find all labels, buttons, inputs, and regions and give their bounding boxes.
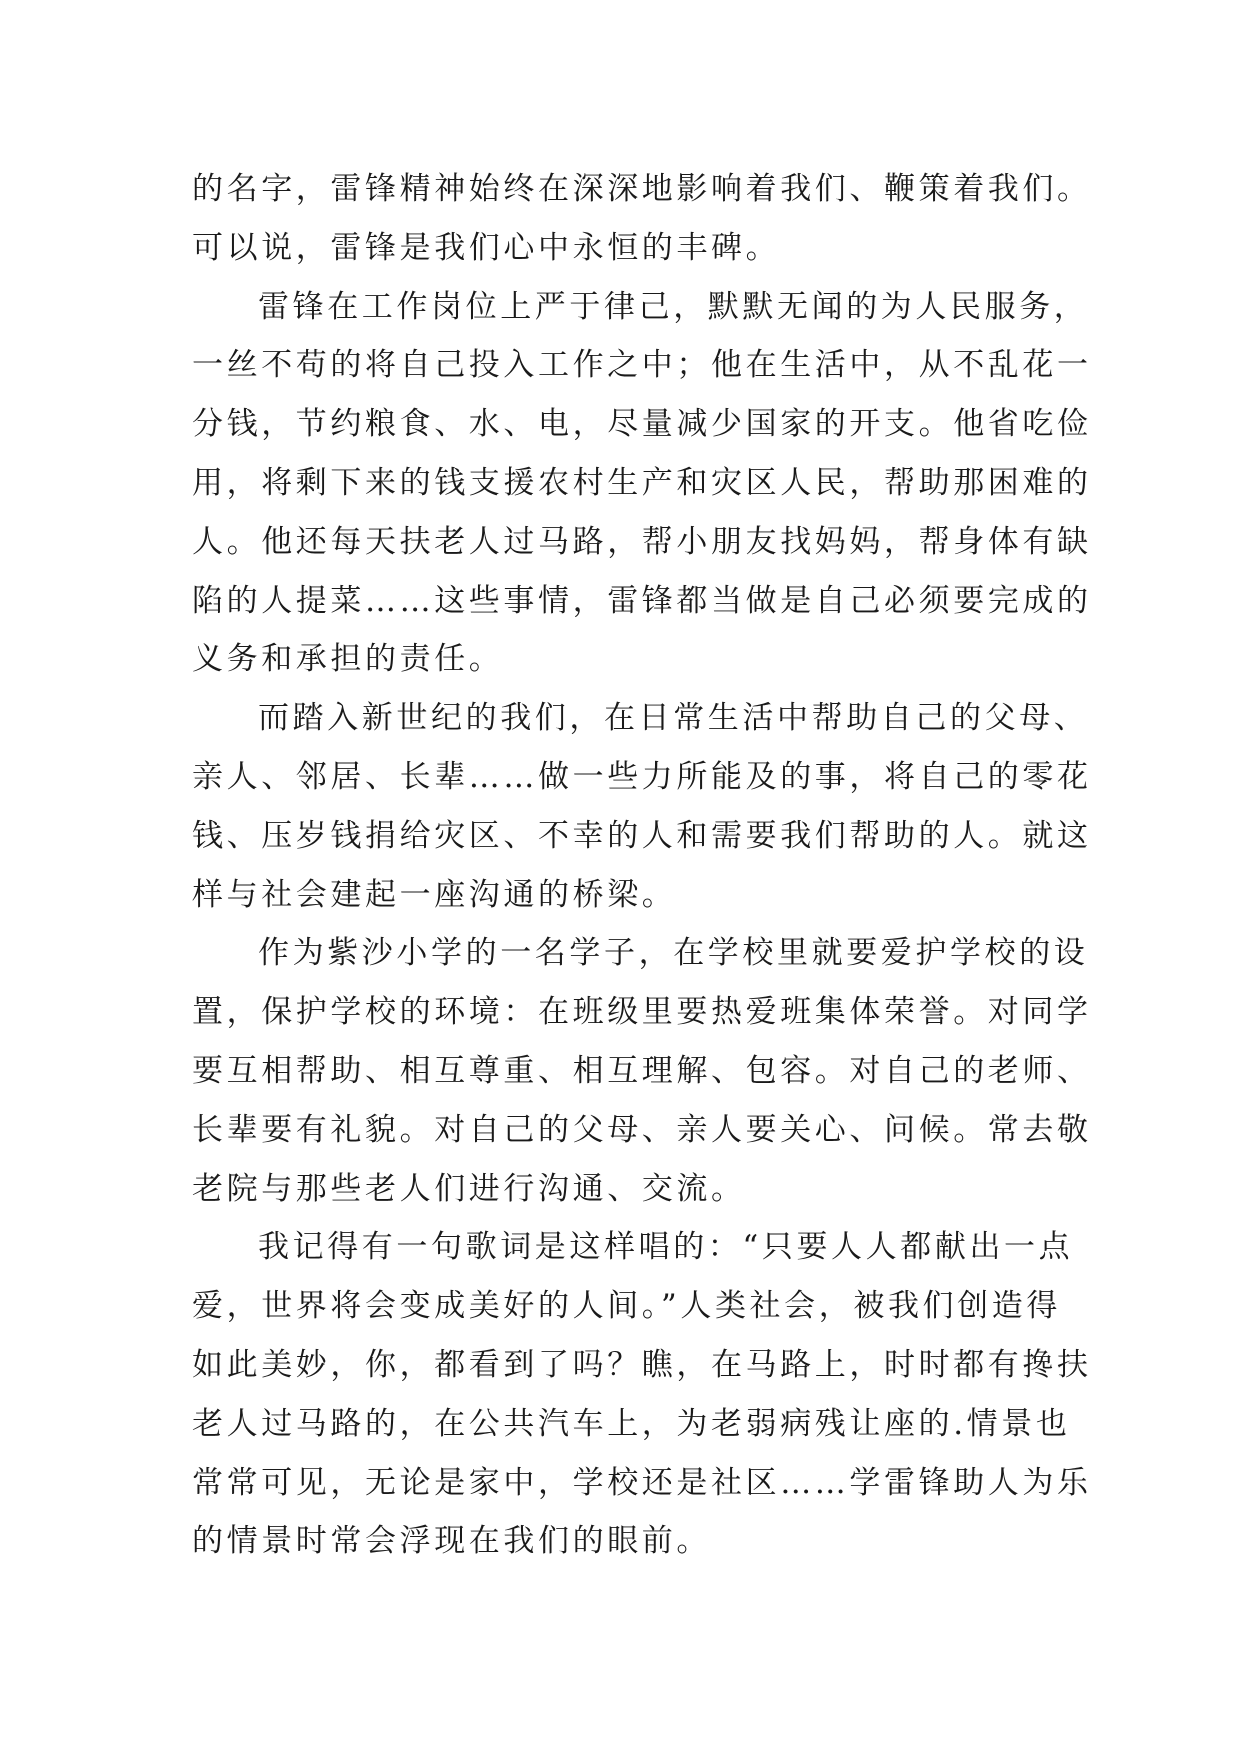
body-text	[192, 160, 1092, 1571]
text-line: 长辈要有礼貌。对自己的父母、亲人要关心、问候。常去敬	[192, 1111, 1092, 1148]
text-line: 的情景时常会浮现在我们的眼前。	[192, 1523, 711, 1560]
text-line: 人。他还每天扶老人过马路，帮小朋友找妈妈，帮身体有缺	[192, 523, 1092, 560]
paragraph-first-line: 雷锋在工作岗位上严于律己，默默无闻的为人民服务，	[258, 288, 1089, 325]
text-line: 分钱，节约粮食、水、电，尽量减少国家的开支。他省吃俭	[192, 406, 1092, 443]
text-line: 样与社会建起一座沟通的桥梁。	[192, 876, 677, 913]
text-line: 常常可见，无论是家中，学校还是社区……学雷锋助人为乐	[192, 1464, 1092, 1501]
paragraph-first-line: 作为紫沙小学的一名学子，在学校里就要爱护学校的设	[258, 935, 1089, 972]
text-line: 钱、压岁钱捐给灾区、不幸的人和需要我们帮助的人。就这	[192, 817, 1092, 854]
text-line: 要互相帮助、相互尊重、相互理解、包容。对自己的老师、	[192, 1052, 1092, 1089]
text-line: 用，将剩下来的钱支援农村生产和灾区人民，帮助那困难的	[192, 464, 1092, 501]
text-line: 可以说，雷锋是我们心中永恒的丰碑。	[192, 229, 781, 266]
paragraph-first-line: 而踏入新世纪的我们，在日常生活中帮助自己的父母、	[258, 700, 1089, 737]
text-line: 的名字，雷锋精神始终在深深地影响着我们、鞭策着我们。	[192, 171, 1092, 207]
text-line: 置，保护学校的环境：在班级里要热爱班集体荣誉。对同学	[192, 994, 1092, 1031]
text-line: 陷的人提菜……这些事情，雷锋都当做是自己必须要完成的	[192, 582, 1092, 619]
text-line: 爱，世界将会变成美好的人间。”人类社会，被我们创造得	[192, 1288, 1061, 1325]
text-line: 义务和承担的责任。	[192, 641, 504, 678]
text-line: 如此美妙，你，都看到了吗？瞧，在马路上，时时都有搀扶	[192, 1346, 1092, 1383]
text-line: 老院与那些老人们进行沟通、交流。	[192, 1170, 746, 1207]
paragraph-first-line: 我记得有一句歌词是这样唱的：“只要人人都献出一点	[258, 1229, 1074, 1266]
text-line: 亲人、邻居、长辈……做一些力所能及的事，将自己的零花	[192, 758, 1092, 795]
text-line: 一丝不苟的将自己投入工作之中；他在生活中，从不乱花一	[192, 347, 1092, 384]
text-line: 老人过马路的，在公共汽车上，为老弱病残让座的.情景也	[192, 1405, 1071, 1442]
